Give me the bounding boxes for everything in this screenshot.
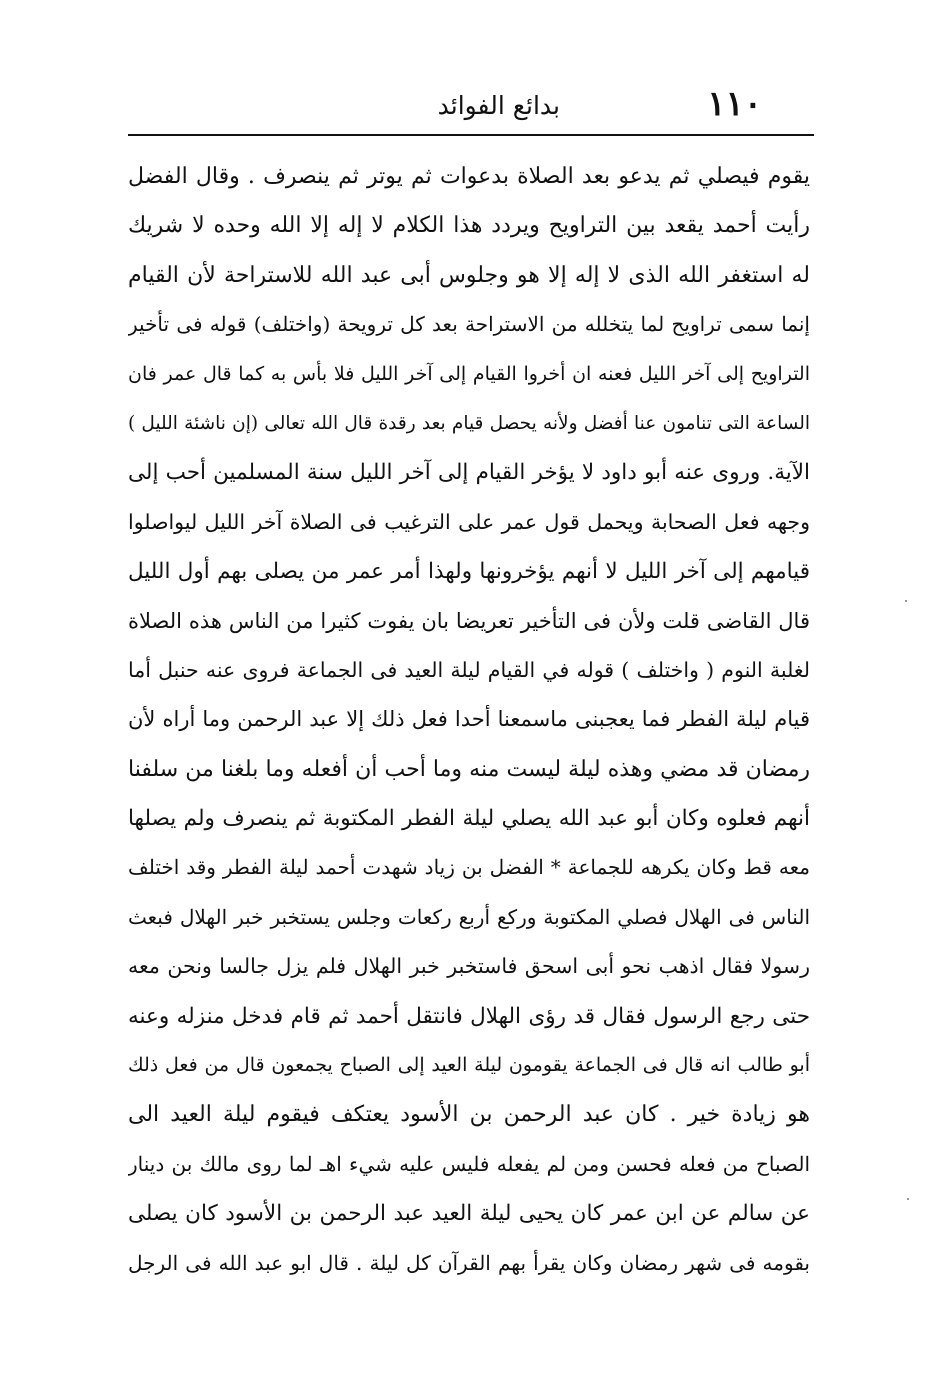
text-line: قيام ليلة الفطر فما يعجبنى ماسمعنا أحدا فعل ذلك إلا عبد الرحمن وما أراه لأن — [128, 707, 810, 732]
header-divider — [128, 134, 814, 136]
body-text — [128, 152, 810, 1288]
text-line: يقوم فيصلي ثم يدعو بعد الصلاة بدعوات ثم يوتر ثم ينصرف . وقال الفضل — [128, 164, 810, 189]
text-line: أبو طالب انه قال فى الجماعة يقومون ليلة العيد إلى الصباح يجمعون قال من فعل ذلك — [128, 1054, 810, 1077]
scan-speck — [907, 1198, 909, 1200]
text-line: الساعة التى تنامون عنا أفضل ولأنه يحصل قيام بعد رقدة قال الله تعالى (إن ناشئة الليل ) — [128, 412, 810, 434]
text-line: عن سالم عن ابن عمر كان يحيى ليلة العيد عبد الرحمن بن الأسود كان يصلى — [128, 1201, 810, 1227]
text-line: معه قط وكان يكرهه للجماعة * الفضل بن زياد شهدت أحمد ليلة الفطر وقد اختلف — [128, 855, 810, 880]
text-line: وجهه فعل الصحابة ويحمل قول عمر على الترغيب فى الصلاة آخر الليل ليواصلوا — [128, 509, 810, 534]
text-line: رسولا فقال اذهب نحو أبى اسحق فاستخبر خبر الهلال فلم يزل جالسا ونحن معه — [128, 954, 810, 979]
text-line: أنهم فعلوه وكان أبو عبد الله يصلي ليلة الفطر المكتوبة ثم ينصرف ولم يصلها — [128, 806, 810, 832]
text-line: الناس فى الهلال فصلي المكتوبة وركع أربع ركعات وجلس يستخبر خبر الهلال فبعث — [128, 904, 810, 929]
text-line: الصباح من فعله فحسن ومن لم يفعله فليس عليه شيء اهـ لما روى مالك بن دينار — [128, 1151, 810, 1176]
text-line: الآية. وروى عنه أبو داود لا يؤخر القيام إلى آخر الليل سنة المسلمين أحب إلى — [128, 460, 810, 486]
running-title: بدائع الفوائد — [437, 91, 560, 120]
scan-speck — [905, 600, 907, 602]
text-line: إنما سمى تراويح لما يتخلله من الاستراحة بعد كل ترويحة (واختلف) قوله فى تأخير — [128, 312, 810, 337]
text-line: هو زيادة خير . كان عبد الرحمن بن الأسود يعتكف فيقوم ليلة العيد الى — [128, 1102, 810, 1128]
text-line: لغلبة النوم ( واختلف ) قوله في القيام ليلة العيد فى الجماعة فروى عنه حنبل أما — [128, 657, 810, 682]
text-line: رمضان قد مضي وهذه ليلة ليست منه وما أحب أن أفعله وما بلغنا من سلفنا — [128, 756, 810, 782]
text-line: التراويح إلى آخر الليل فعنه ان أخروا القيام إلى آخر الليل فلا بأس به كما قال عمر فان — [128, 362, 810, 385]
text-line: بقومه فى شهر رمضان وكان يقرأ بهم القرآن كل ليلة . قال ابو عبد الله فى الرجل — [128, 1250, 810, 1275]
text-line: حتى رجع الرسول فقال قد رؤى الهلال فانتقل أحمد ثم قام فدخل منزله وعنه — [128, 1003, 810, 1029]
page-header — [128, 78, 810, 132]
page-number: ١١٠ — [707, 84, 762, 124]
text-line: قيامهم إلى آخر الليل لا أنهم يؤخرونها ولهذا أمر عمر من يصلى بهم أول الليل — [128, 559, 810, 585]
text-line: له استغفر الله الذى لا إله إلا هو وجلوس أبى عبد الله للاستراحة لأن القيام — [128, 262, 810, 288]
text-line: قال القاضى قلت ولأن فى التأخير تعريضا بان يفوت كثيرا من الناس هذه الصلاة — [128, 608, 810, 633]
text-line: رأيت أحمد يقعد بين التراويح ويردد هذا الكلام لا إله إلا الله وحده لا شريك — [128, 213, 810, 239]
